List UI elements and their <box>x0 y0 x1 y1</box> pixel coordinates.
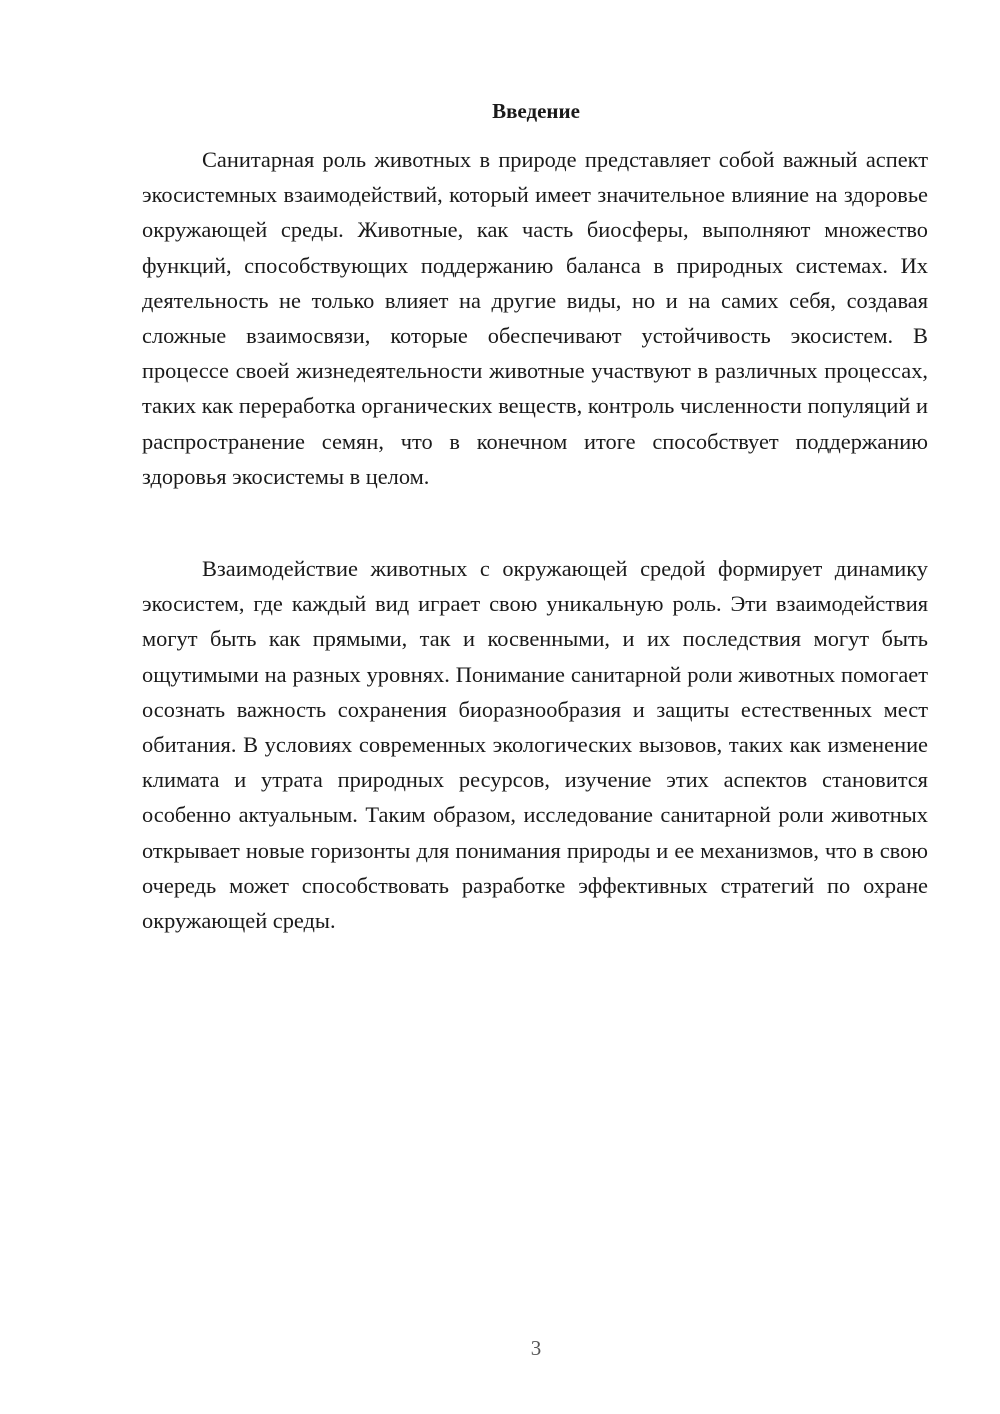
paragraph-2: Взаимодействие животных с окружающей средой формирует динамику экосистем, где каждый вид играет свою уникальную роль. Эти взаимодействия могут быть как прямыми, так и косвенными, и их последствия могут быть ощутимыми на разных уровнях. Понимание санитарной роли животных помогает осознать важность сохранения биоразнообразия и защиты естественных мест обитания. В условиях современных экологических вызовов, таких как изменение климата и утрата природных ресурсов, изучение этих аспектов становится особенно актуальным. Таким образом, исследование санитарной роли животных открывает новые горизонты для понимания природы и ее механизмов, что в свою очередь может способствовать разработке эффективных стратегий по охране окружающей среды. <box>142 556 928 934</box>
paragraph-1: Санитарная роль животных в природе представляет собой важный аспект экосистемных взаимодействий, который имеет значительное влияние на здоровье окружающей среды. Животные, как часть биосферы, выполняют множество функций, способствующих поддержанию баланса в природных системах. Их деятельность не только влияет на другие виды, но и на самих себя, создавая сложные взаимосвязи, которые обеспечивают устойчивость экосистем. В процессе своей жизнедеятельности животные участвуют в различных процессах, таких как переработка органических веществ, контроль численности популяций и распространение семян, что в конечном итоге способствует поддержанию здоровья экосистемы в целом. <box>142 147 928 489</box>
page-number: 3 <box>530 1336 542 1360</box>
section-heading: Введение <box>492 99 580 123</box>
